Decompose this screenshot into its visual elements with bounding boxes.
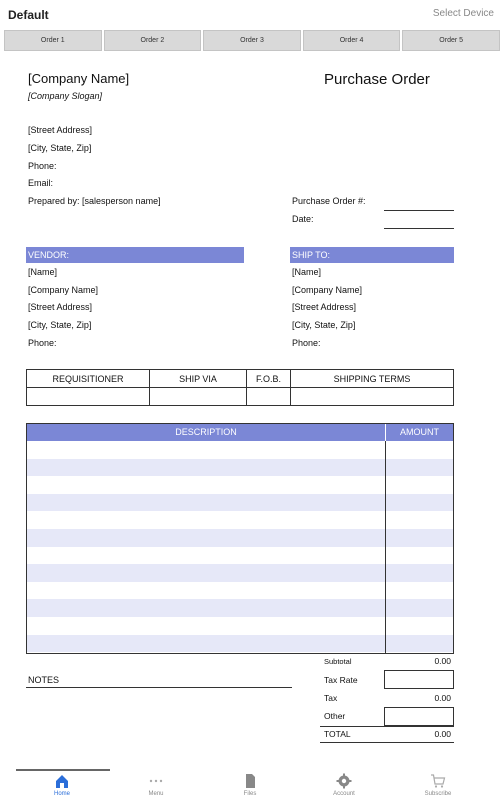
- tax-rate-label: Tax Rate: [324, 675, 358, 685]
- nav-files[interactable]: [210, 773, 290, 797]
- prepared-by[interactable]: Prepared by: [salesperson name]: [28, 196, 161, 206]
- table-row[interactable]: [27, 564, 453, 582]
- tab-order-2[interactable]: Order 2: [104, 30, 202, 51]
- total-label: TOTAL: [324, 729, 351, 739]
- cart-icon: [430, 773, 446, 789]
- ship-to-header: SHIP TO:: [290, 247, 454, 263]
- table-row[interactable]: [27, 511, 453, 529]
- requisition-header-row: [27, 370, 454, 388]
- vendor-street[interactable]: [Street Address]: [28, 302, 93, 312]
- ship-via-header: SHIP VIA: [150, 370, 247, 388]
- requisitioner-cell[interactable]: [27, 388, 150, 406]
- table-row[interactable]: [27, 529, 453, 547]
- tab-order-1[interactable]: Order 1: [4, 30, 102, 51]
- company-email-label[interactable]: Email:: [28, 178, 54, 188]
- home-icon: [54, 773, 70, 789]
- po-number-field[interactable]: [384, 210, 454, 211]
- tax-value: 0.00: [434, 693, 451, 703]
- date-field[interactable]: [384, 228, 454, 229]
- other-input[interactable]: [384, 707, 454, 726]
- company-name[interactable]: [Company Name]: [28, 71, 130, 86]
- other-label: Other: [324, 711, 346, 721]
- nav-account[interactable]: [304, 773, 384, 797]
- gear-icon: [336, 773, 352, 789]
- subtotal-value: 0.00: [434, 656, 451, 666]
- company-street[interactable]: [Street Address]: [28, 125, 93, 135]
- column-divider: [385, 441, 386, 653]
- nav-subscribe[interactable]: [398, 773, 478, 797]
- nav-subscribe-label: Subscribe: [424, 791, 452, 797]
- ship-to-city[interactable]: [City, State, Zip]: [292, 320, 356, 330]
- vendor-header: VENDOR:: [26, 247, 244, 263]
- select-device-button[interactable]: Select Device: [432, 8, 494, 19]
- ship-via-cell[interactable]: [150, 388, 247, 406]
- purchase-order-document: [0, 51, 500, 767]
- vendor-phone[interactable]: Phone:: [28, 338, 57, 348]
- nav-home[interactable]: [22, 773, 102, 797]
- company-slogan[interactable]: [Company Slogan]: [28, 91, 103, 101]
- items-header: [27, 424, 453, 441]
- nav-menu-label: Menu: [148, 791, 164, 797]
- items-table: [26, 423, 454, 654]
- table-row[interactable]: [27, 459, 453, 477]
- nav-account-label: Account: [333, 791, 355, 797]
- po-number-label: Purchase Order #:: [292, 196, 366, 206]
- total-top-line: [320, 726, 454, 727]
- more-icon: [148, 773, 164, 789]
- ship-to-phone[interactable]: Phone:: [292, 338, 321, 348]
- notes-label: NOTES: [28, 675, 60, 685]
- requisition-value-row: [27, 388, 454, 406]
- tab-order-5[interactable]: Order 5: [402, 30, 500, 51]
- ship-to-company[interactable]: [Company Name]: [292, 285, 363, 295]
- table-row[interactable]: [27, 582, 453, 600]
- tab-order-3[interactable]: Order 3: [203, 30, 301, 51]
- requisitioner-header: REQUISITIONER: [27, 370, 150, 388]
- file-icon: [242, 773, 258, 789]
- fob-header: F.O.B.: [247, 370, 291, 388]
- description-header: DESCRIPTION: [175, 427, 237, 437]
- table-row[interactable]: [27, 617, 453, 635]
- ship-to-name[interactable]: [Name]: [292, 267, 322, 277]
- top-bar: [0, 0, 500, 30]
- table-row[interactable]: [27, 547, 453, 565]
- table-row[interactable]: [27, 494, 453, 512]
- bottom-navigation: [0, 767, 500, 800]
- document-title: Purchase Order: [324, 71, 430, 88]
- nav-files-label: Files: [243, 791, 257, 797]
- table-row[interactable]: [27, 441, 453, 459]
- total-bottom-line: [320, 742, 454, 743]
- order-tabs: [4, 30, 500, 51]
- tax-label: Tax: [324, 693, 338, 703]
- vendor-name[interactable]: [Name]: [28, 267, 58, 277]
- vendor-company[interactable]: [Company Name]: [28, 285, 99, 295]
- item-rows: [27, 441, 453, 653]
- active-tab-indicator: [16, 769, 110, 771]
- nav-home-label: Home: [53, 791, 70, 797]
- ship-to-street[interactable]: [Street Address]: [292, 302, 357, 312]
- nav-menu[interactable]: [116, 773, 196, 797]
- date-label: Date:: [292, 214, 314, 224]
- total-value: 0.00: [434, 729, 451, 739]
- company-phone-label[interactable]: Phone:: [28, 161, 57, 171]
- table-row[interactable]: [27, 476, 453, 494]
- app-title: Default: [8, 8, 49, 22]
- tax-rate-input[interactable]: [384, 670, 454, 689]
- fob-cell[interactable]: [247, 388, 291, 406]
- table-row[interactable]: [27, 635, 453, 653]
- shipping-terms-header: SHIPPING TERMS: [291, 370, 454, 388]
- requisition-table: [26, 369, 454, 406]
- tab-order-4[interactable]: Order 4: [303, 30, 401, 51]
- notes-divider: [26, 687, 292, 688]
- vendor-city[interactable]: [City, State, Zip]: [28, 320, 92, 330]
- shipping-terms-cell[interactable]: [291, 388, 454, 406]
- table-row[interactable]: [27, 599, 453, 617]
- subtotal-label: Subtotal: [324, 657, 352, 666]
- company-city[interactable]: [City, State, Zip]: [28, 143, 92, 153]
- amount-header: AMOUNT: [385, 424, 453, 441]
